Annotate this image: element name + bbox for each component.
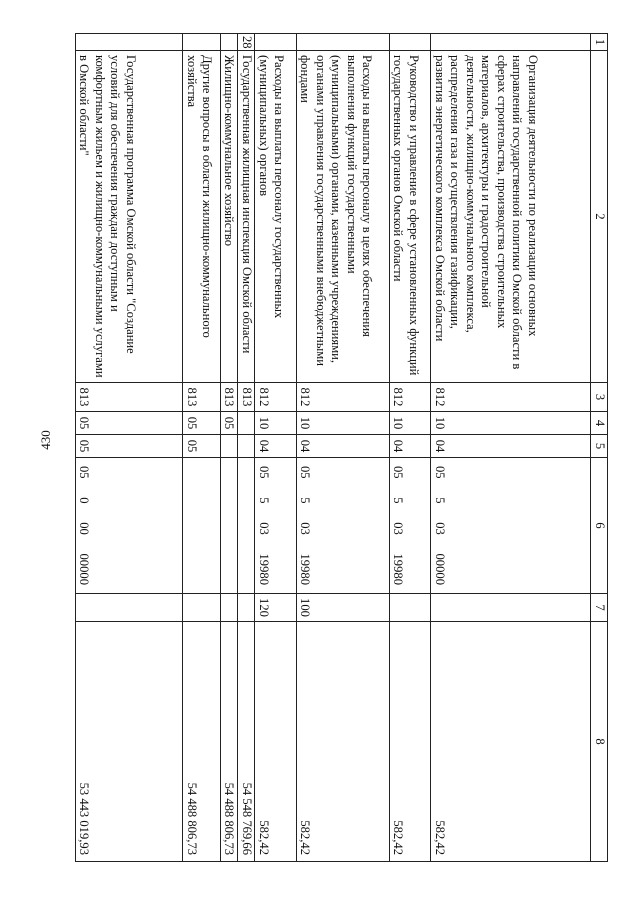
rotated-budget-table (75, 33, 608, 861)
code-subsection-cell: 04 (431, 435, 591, 458)
code-target-article-cell (255, 458, 297, 594)
amount-cell: 54 548 769,66 (238, 622, 255, 862)
code-expense-type-cell (389, 594, 431, 622)
row-name-cell: Другие вопросы в области жилищно-коммунального хозяйства (183, 51, 220, 383)
code-chapter-cell: 812 (431, 383, 591, 412)
code-target-article-cell (220, 458, 237, 594)
table-row (389, 34, 431, 862)
row-name-cell: Жилищно-коммунальное хозяйство (220, 51, 237, 383)
header-col-3: 3 (591, 383, 608, 412)
amount-cell: 582,42 (431, 622, 591, 862)
target-article-part: 05 (77, 466, 92, 479)
target-article-part: 05 (432, 466, 447, 479)
target-article-part: 19980 (391, 553, 406, 585)
code-chapter-cell: 812 (389, 383, 431, 412)
header-col-6: 6 (591, 458, 608, 594)
code-subsection-cell: 04 (296, 435, 389, 458)
row-number-cell (220, 34, 237, 51)
code-expense-type-cell: 100 (296, 594, 389, 622)
target-article-part: 00000 (432, 553, 447, 585)
row-name-cell: Руководство и управление в сфере установленных функций государственных органов Омской области (389, 51, 431, 383)
code-expense-type-cell (431, 594, 591, 622)
target-article-part: 03 (391, 522, 406, 535)
page-number: 430 (38, 430, 53, 450)
code-expense-type-cell: 120 (255, 594, 297, 622)
header-col-7: 7 (591, 594, 608, 622)
code-subsection-cell (238, 435, 255, 458)
code-target-article-cell (431, 458, 591, 594)
amount-cell: 582,42 (255, 622, 297, 862)
amount-cell: 53 443 019,93 (76, 622, 183, 862)
header-col-2: 2 (591, 51, 608, 383)
code-chapter-cell: 812 (296, 383, 389, 412)
target-article-part: 03 (256, 522, 271, 535)
header-row (591, 34, 608, 862)
code-target-article-cell (389, 458, 431, 594)
code-expense-type-cell (76, 594, 183, 622)
code-chapter-cell: 813 (76, 383, 183, 412)
row-name-cell: Расходы на выплаты персоналу государственных (муниципальных) органов (255, 51, 297, 383)
code-subsection-cell: 05 (76, 435, 183, 458)
row-number-cell (255, 34, 297, 51)
code-chapter-cell: 812 (255, 383, 297, 412)
row-name-cell: Расходы на выплаты персоналу в целях обеспечения выполнения функций государственными (муниципальными) органами, казенными учреждениями, органами управления государственными внебюджетными фондами (296, 51, 389, 383)
row-name-cell: Организация деятельности по реализации основных направлений государственной политики Омской области в сферах строительства, производства строительных материалов, архитектуры и градостроительной деятельности, жилищно-коммунального комплекса, распределения газа и осуществления газификации, развития энергетического комплекса Омской области (431, 51, 591, 383)
code-section-cell: 10 (389, 412, 431, 435)
code-section-cell: 05 (76, 412, 183, 435)
row-number-cell: 28 (238, 34, 255, 51)
code-section-cell: 10 (296, 412, 389, 435)
table-body (76, 34, 592, 862)
header-col-8: 8 (591, 622, 608, 862)
row-number-cell (183, 34, 220, 51)
code-expense-type-cell (220, 594, 237, 622)
code-subsection-cell: 04 (255, 435, 297, 458)
amount-cell: 54 488 806,73 (220, 622, 237, 862)
code-chapter-cell: 813 (238, 383, 255, 412)
code-chapter-cell: 813 (183, 383, 220, 412)
target-article-part: 05 (256, 466, 271, 479)
row-number-cell (431, 34, 591, 51)
code-section-cell: 10 (431, 412, 591, 435)
code-section-cell: 05 (220, 412, 237, 435)
row-number-cell (296, 34, 389, 51)
code-expense-type-cell (238, 594, 255, 622)
target-article-part: 5 (298, 497, 313, 504)
table-row (431, 34, 591, 862)
header-col-4: 4 (591, 412, 608, 435)
header-col-1: 1 (591, 34, 608, 51)
budget-table (75, 33, 608, 862)
target-article-part: 05 (391, 466, 406, 479)
code-target-article-cell (183, 458, 220, 594)
target-article-part: 5 (256, 497, 271, 504)
amount-cell: 582,42 (296, 622, 389, 862)
target-article-part: 03 (432, 522, 447, 535)
target-article-part: 5 (391, 497, 406, 504)
table-row (76, 34, 183, 862)
target-article-part: 19980 (256, 553, 271, 585)
target-article-part: 00 (77, 522, 92, 535)
table-row (255, 34, 297, 862)
row-number-cell (389, 34, 431, 51)
row-name-cell: Государственная программа Омской области "Создание условий для обеспечения граждан доступным и комфортным жильем и жилищно-коммунальными услугами в Омской области" (76, 51, 183, 383)
target-article-part: 19980 (298, 553, 313, 585)
row-name-cell: Государственная жилищная инспекция Омской области (238, 51, 255, 383)
target-article-part: 03 (298, 522, 313, 535)
code-section-cell (238, 412, 255, 435)
code-subsection-cell (220, 435, 237, 458)
code-target-article-cell (296, 458, 389, 594)
target-article-part: 00000 (77, 553, 92, 585)
code-chapter-cell: 813 (220, 383, 237, 412)
code-expense-type-cell (183, 594, 220, 622)
code-section-cell: 05 (183, 412, 220, 435)
target-article-part: 0 (77, 497, 92, 504)
row-number-cell (76, 34, 183, 51)
header-col-5: 5 (591, 435, 608, 458)
code-target-article-cell (238, 458, 255, 594)
code-target-article-cell (76, 458, 183, 594)
amount-cell: 54 488 806,73 (183, 622, 220, 862)
table-row (220, 34, 237, 862)
table-row (183, 34, 220, 862)
table-row (296, 34, 389, 862)
table-row (238, 34, 255, 862)
target-article-part: 5 (432, 497, 447, 504)
amount-cell: 582,42 (389, 622, 431, 862)
code-subsection-cell: 05 (183, 435, 220, 458)
code-section-cell: 10 (255, 412, 297, 435)
target-article-part: 05 (298, 466, 313, 479)
code-subsection-cell: 04 (389, 435, 431, 458)
